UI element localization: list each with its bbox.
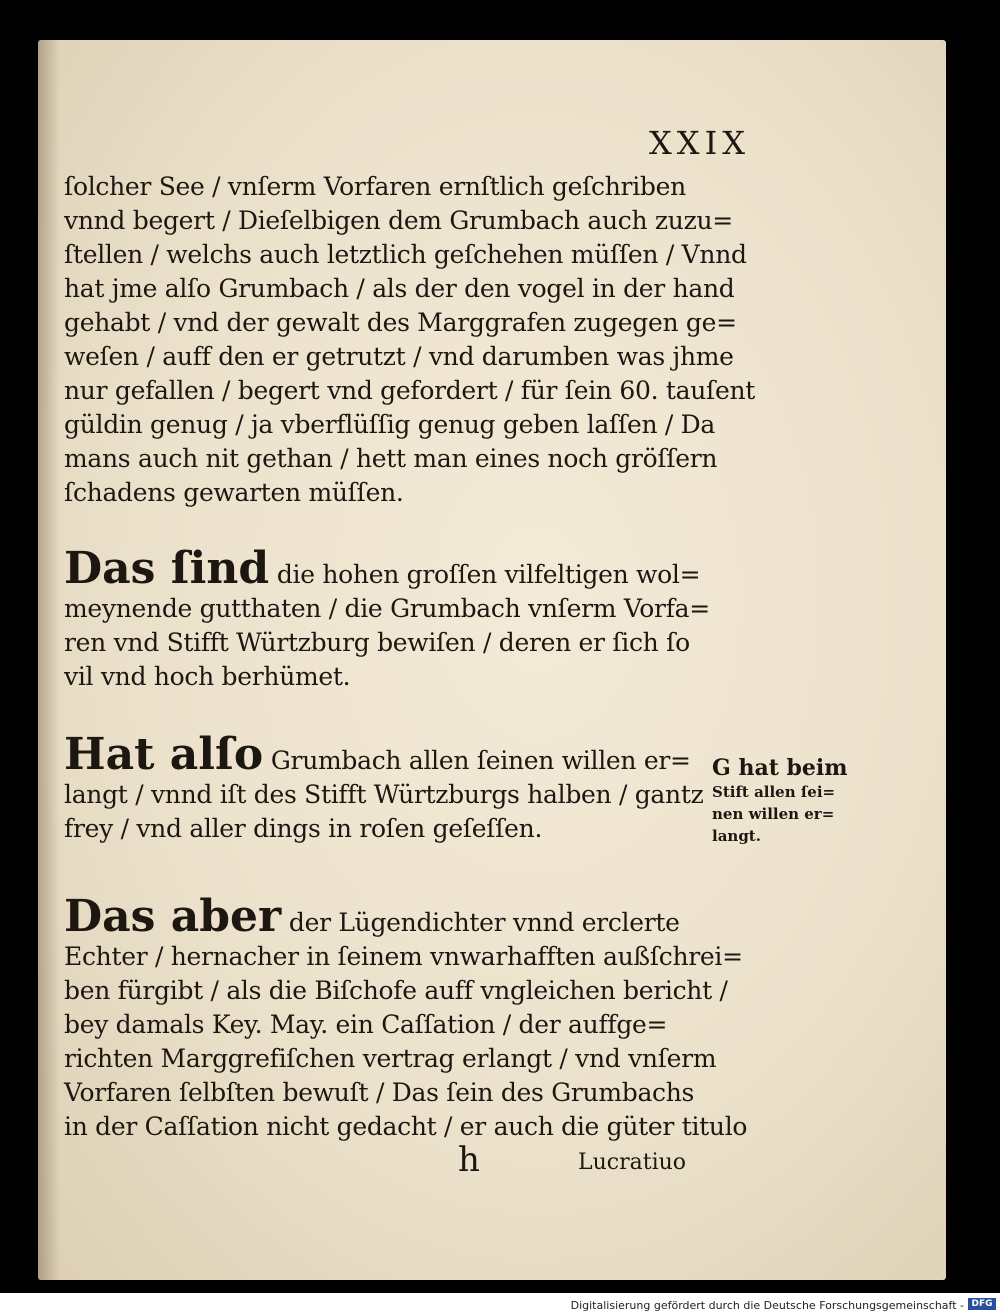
text-line: ren vnd Stifft Würtzburg bewiſen / deren er ſich ſo (64, 628, 690, 657)
text-line: richten Marggrefiſchen vertrag erlangt / vnd vnſerm (64, 1044, 717, 1073)
text-line: frey / vnd aller dings in roſen geſeſſen. (64, 814, 543, 843)
text-line (64, 729, 734, 780)
dfg-logo: DFG (968, 1298, 996, 1310)
page-gutter-shadow (38, 40, 60, 1280)
text-line: ſtellen / welchs auch letztlich geſchehen müſſen / Vnnd (64, 240, 747, 269)
text-line-rest: der Lügendichter vnnd erclerte (288, 908, 680, 937)
marginal-note (712, 755, 882, 847)
catchword: Lucratiuo (578, 1150, 687, 1175)
text-line: Vorfaren ſelbſten bewuſt / Das ſein des Grumbachs (64, 1078, 695, 1107)
signature-mark: h (458, 1140, 480, 1180)
text-line: vnnd begert / Dieſelbigen dem Grumbach auch zuzu= (64, 206, 733, 235)
text-line: meynende gutthaten / die Grumbach vnſerm Vorfa= (64, 594, 710, 623)
text-line: ben fürgibt / als die Biſchofe auff vngleichen bericht / (64, 976, 728, 1005)
text-line: hat jme alſo Grumbach / als der den vogel in der hand (64, 274, 735, 303)
text-line: in der Caſſation nicht gedacht / er auch die güter titulo (64, 1112, 748, 1141)
text-line: ſolcher See / vnſerm Vorfaren ernſtlich geſchriben (64, 172, 686, 201)
paragraph-2 (64, 543, 734, 694)
folio-number: XXIX (649, 124, 750, 162)
text-line: mans auch nit gethan / hett man eines noch gröſſern (64, 444, 718, 473)
text-line: bey damals Key. May. ein Caſſation / der auffge= (64, 1010, 668, 1039)
text-line: Echter / hernacher in ſeinem vnwarhafften außſchrei= (64, 942, 743, 971)
initial-words: Das ſind (64, 543, 270, 594)
marginal-note-line: nen willen er= (712, 805, 835, 823)
text-line: ſchadens gewarten müſſen. (64, 478, 404, 507)
text-line: vil vnd hoch berhümet. (64, 662, 351, 691)
paragraph-4 (64, 891, 748, 1144)
text-line: gehabt / vnd der gewalt des Marggrafen zugegen ge= (64, 308, 737, 337)
paragraph-3 (64, 729, 734, 846)
text-line (64, 891, 734, 942)
text-line: güldin genug / ja vberflüſſig genug geben laſſen / Da (64, 410, 716, 439)
marginal-note-line: Stift allen ſei= (712, 783, 836, 801)
text-line-rest: die hohen groſſen vilfeltigen wol= (276, 560, 701, 589)
initial-words: Hat alſo (64, 729, 264, 780)
text-line: weſen / auff den er getrutzt / vnd darumben was jhme (64, 342, 734, 371)
initial-words: Das aber (64, 891, 282, 942)
text-line: nur gefallen / begert vnd gefordert / für ſein 60. tauſent (64, 376, 756, 405)
text-line-rest: Grumbach allen ſeinen willen er= (270, 746, 691, 775)
text-line (64, 543, 734, 594)
paragraph-1 (64, 170, 756, 510)
marginal-note-line: G hat beim (712, 755, 848, 781)
funding-notice: Digitalisierung gefördert durch die Deutsche Forschungsgemeinschaft - (570, 1299, 964, 1312)
text-line: langt / vnnd iſt des Stifft Würtzburgs halben / gantz (64, 780, 704, 809)
marginal-note-line: langt. (712, 827, 761, 845)
